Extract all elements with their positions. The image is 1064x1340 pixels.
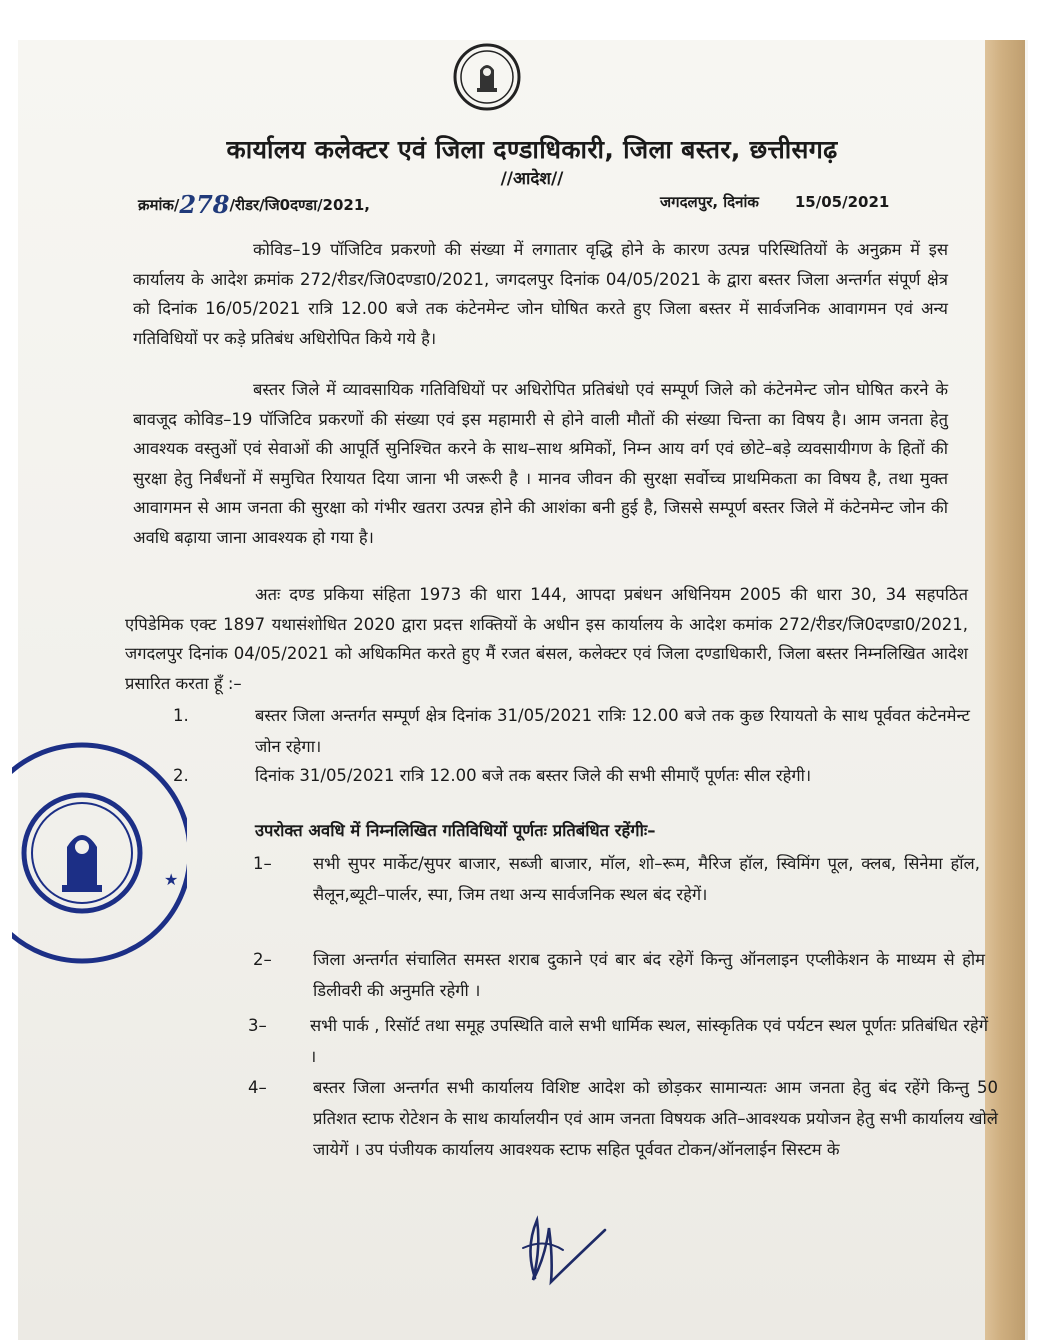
order-label: //आदेश// xyxy=(500,169,564,189)
restriction-number: 4– xyxy=(248,1078,267,1097)
page-title: कार्यालय कलेक्टर एवं जिला दण्डाधिकारी, जिला बस्तर, छत्तीसगढ़ xyxy=(226,135,838,164)
restrictions-heading: उपरोक्त अवधि में निम्नलिखित गतिविधियों पूर्णतः प्रतिबंधित रहेंगीः– xyxy=(255,821,656,840)
restriction-number: 3– xyxy=(248,1016,267,1035)
restriction-item xyxy=(0,1010,1064,1074)
restriction-number: 1– xyxy=(253,854,272,873)
national-emblem-icon xyxy=(452,42,522,112)
restriction-text: जिला अन्तर्गत संचालित समस्त शराब दुकाने एवं बार बंद रहेगें किन्तु ऑनलाइन एप्लीकेशन के माध्यम से होम डिलीवरी की अनुमति रहेगी । xyxy=(313,950,985,1000)
reference-handwritten-number: 278 xyxy=(179,190,230,219)
signature-icon xyxy=(515,1208,625,1293)
restriction-number: 2– xyxy=(253,950,272,969)
restriction-text: बस्तर जिला अन्तर्गत सभी कार्यालय विशिष्ट आदेश को छोड़कर सामान्यतः आम जनता हेतु बंद रहेंगे किन्तु 50 प्रतिशत स्टाफ रोटेशन के साथ कार्यालयीन एवं आम जनता विषयक अति–आवश्यक प्रयोजन हेतु सभी कार्यालय खोले जायेगें । उप पंजीयक कार्यालय आवश्यक स्टाफ सहित पूर्ववत टोकन/ऑनलाईन सिस्टम के xyxy=(313,1078,998,1159)
place-date xyxy=(660,192,889,212)
restriction-item xyxy=(0,1072,1064,1202)
order-date: 15/05/2021 xyxy=(794,193,890,211)
reference-prefix: क्रमांक/ xyxy=(138,196,180,214)
place-label: जगदलपुर, दिनांक xyxy=(660,193,759,211)
order-text: दिनांक 31/05/2021 रात्रि 12.00 बजे तक बस्तर जिले की सभी सीमाएँ पूर्णतः सील रहेगी। xyxy=(255,766,812,785)
reference-number xyxy=(138,190,370,219)
svg-text:★: ★ xyxy=(164,870,179,889)
paragraph-context: बस्तर जिले में व्यावसायिक गतिविधियों पर अधिरोपित प्रतिबंधो एवं सम्पूर्ण जिले को कंटेनमेन्ट जोन घोषित करने के बावजूद कोविड–19 पॉजिटिव प्रकरणों की संख्या एवं इस महामारी से होने वाली मौतों की संख्या चिन्ता का विषय है। आम जनता हेतु आवश्यक वस्तुओं एवं सेवाओं की आपूर्ति सुनिश्चित करने के साथ–साथ श्रमिकों, निम्न आय वर्ग एवं छोटे–बड़े व्यवसायीगण के हितों की सुरक्षा हेतु निर्बंधनों में समुचित रियायत दिया जाना भी जरूरी है । मानव जीवन की सुरक्षा सर्वोच्च प्राथमिकता का विषय है, तथा मुक्त आवागमन से आम जनता की सुरक्षा को गंभीर खतरा उत्पन्न होने की आशंका बनी हुई है, जिससे सम्पूर्ण बस्तर जिले में कंटेनमेन्ट जोन की अवधि बढ़ाया जाना आवश्यक हो गया है। xyxy=(133,380,948,547)
paragraph-authority: अतः दण्ड प्रकिया संहिता 1973 की धारा 144, आपदा प्रबंधन अधिनियम 2005 की धारा 30, 34 सहपठित एपिडेमिक एक्ट 1897 यथासंशोधित 2020 द्वारा प्रदत्त शक्तियों के अधीन इस कार्यालय के आदेश कमांक 272/रीडर/जि0दण्डा0/2021, जगदलपुर दिनांक 04/05/2021 को अधिकमित करते हुए मैं रजत बंसल, कलेक्टर एवं जिला दण्डाधिकारी, जिला बस्तर निम्नलिखित आदेश प्रसारित करता हूँ :– xyxy=(125,585,968,693)
reference-suffix: /रीडर/जि0दण्डा/2021, xyxy=(229,196,370,214)
order-number: 1. xyxy=(173,706,189,725)
restriction-text: सभी पार्क , रिसॉर्ट तथा समूह उपस्थिति वाले सभी धार्मिक स्थल, सांस्कृतिक एवं पर्यटन स्थल पूर्णतः प्रतिबंधित रहेगें । xyxy=(310,1016,988,1066)
paragraph-intro: कोविड–19 पॉजिटिव प्रकरणो की संख्या में लगातार वृद्धि होने के कारण उत्पन्न परिस्थितियों के अनुक्रम में इस कार्यालय के आदेश क्रमांक 272/रीडर/जि0दण्डा0/2021, जगदलपुर दिनांक 04/05/2021 के द्वारा बस्तर जिला अन्तर्गत संपूर्ण क्षेत्र को दिनांक 16/05/2021 रात्रि 12.00 बजे तक कंटेनमेन्ट जोन घोषित करते हुए जिला बस्तर में सार्वजनिक आवागमन एवं अन्य गतिविधियों पर कड़े प्रतिबंध अधिरोपित किये गये है। xyxy=(133,240,948,348)
order-number: 2. xyxy=(173,766,189,785)
order-text: बस्तर जिला अन्तर्गत सम्पूर्ण क्षेत्र दिनांक 31/05/2021 रात्रिः 12.00 बजे तक कुछ रियायतो के साथ पूर्ववत कंटेनमेन्ट जोन रहेगा। xyxy=(255,706,970,756)
restriction-text: सभी सुपर मार्केट/सुपर बाजार, सब्जी बाजार, मॉल, शो–रूम, मैरिज हॉल, स्विमिंग पूल, क्लब, सिनेमा हॉल, सैलून,ब्यूटी–पार्लर, स्पा, जिम तथा अन्य सार्वजनिक स्थल बंद रहेगें। xyxy=(313,854,980,904)
office-seal-icon xyxy=(12,735,187,970)
